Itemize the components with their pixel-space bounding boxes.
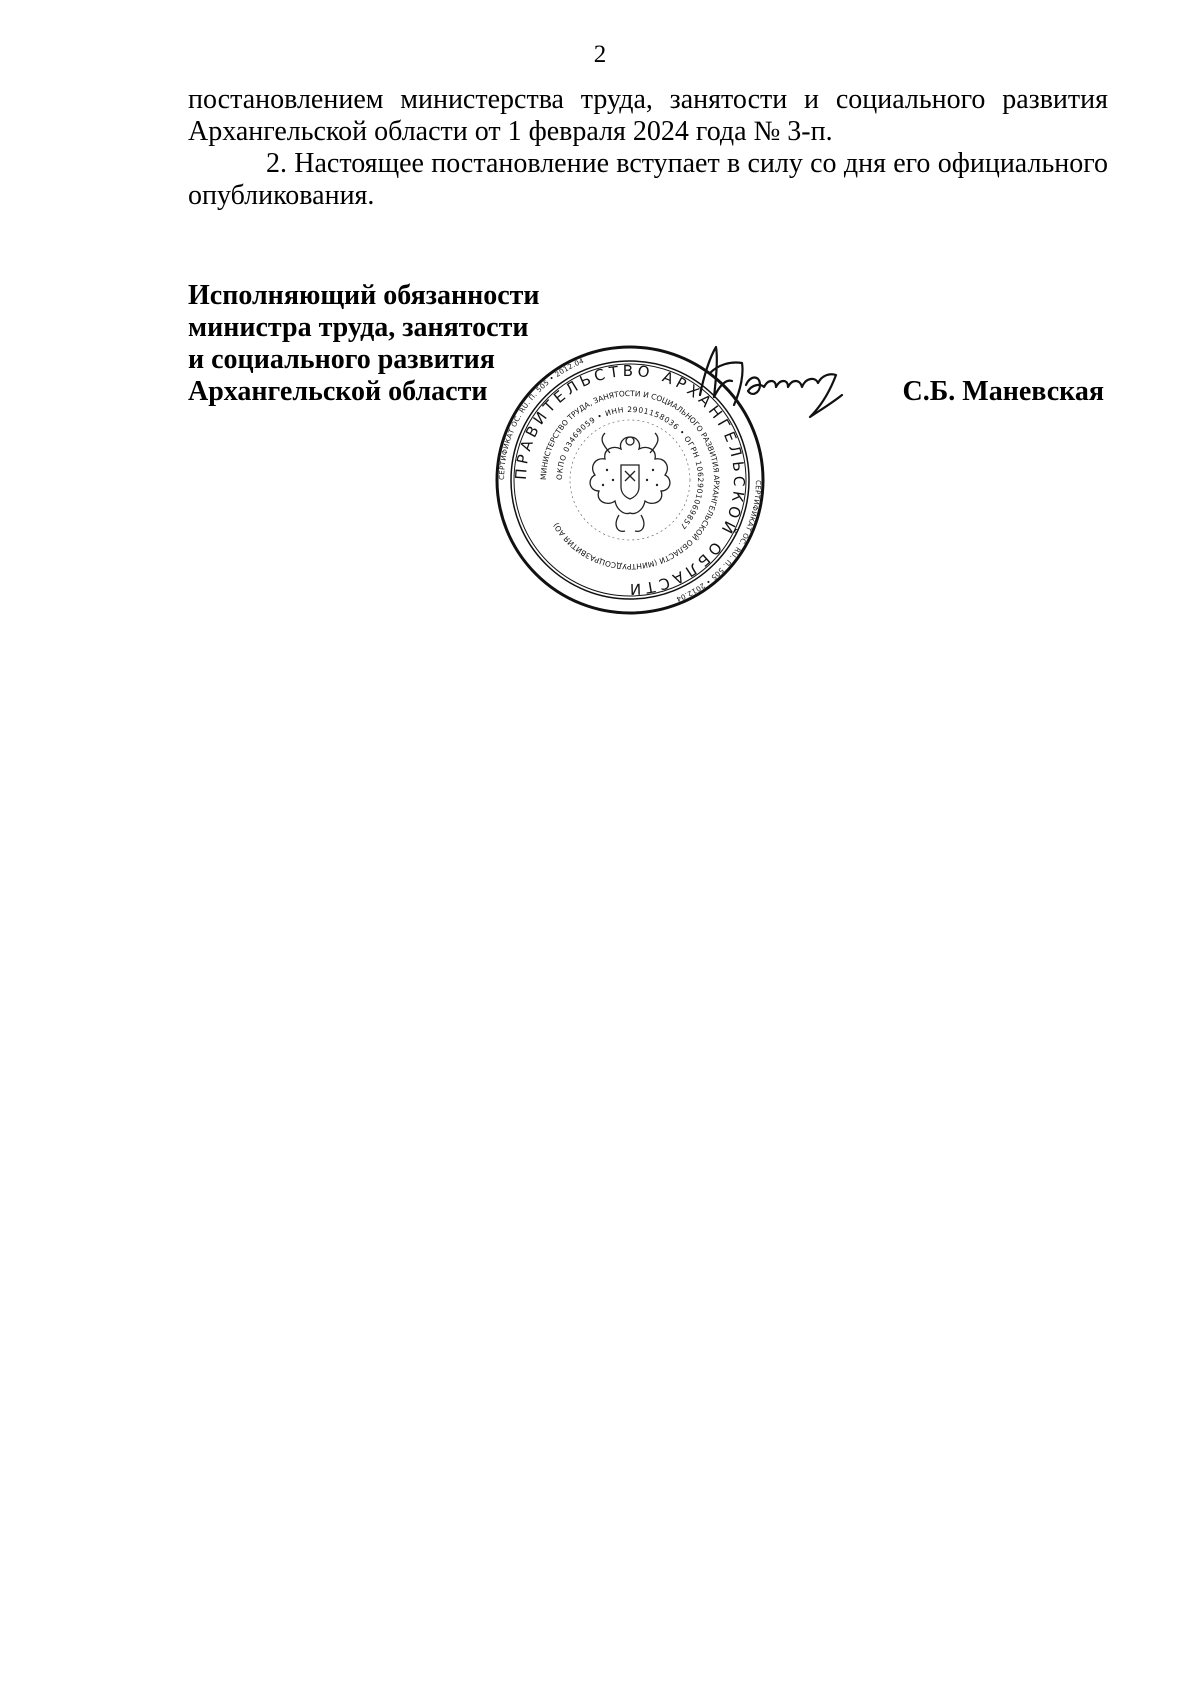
- page-number: 2: [593, 41, 607, 68]
- signer-name: С.Б. Маневская: [902, 376, 1104, 407]
- seal-middle-text: МИНИСТЕРСТВО ТРУДА, ЗАНЯТОСТИ И СОЦИАЛЬНОГО РАЗВИТИЯ АРХАНГЕЛЬСКОЙ ОБЛАСТИ (МИНТРУДСОЦРАЗВИТИЯ АО): [538, 388, 722, 572]
- paragraph-item-2: 2. Настоящее постановление вступает в силу со дня его официального опубликования.: [188, 148, 1108, 211]
- paragraph-continuation: постановлением министерства труда, занятости и социального развития Архангельской области от 1 февраля 2024 года № 3-п.: [188, 84, 1108, 147]
- signer-title-line: и социального развития: [188, 344, 495, 375]
- seal-ring-text: СЕРТИФИКАТ ОС. RU. П. 505 • 2012.04: [497, 356, 586, 481]
- signer-title-line: Исполняющий обязанности: [188, 280, 540, 311]
- coat-of-arms-emblem: [590, 433, 670, 531]
- document-body: [188, 84, 1108, 212]
- handwritten-signature: [690, 335, 850, 430]
- svg-text:СЕРТИФИКАТ ОС. RU. П. 505 • 20: СЕРТИФИКАТ ОС. RU. П. 505 • 2012.04: [674, 479, 763, 604]
- signer-title-line: Архангельской области: [188, 376, 488, 407]
- seal-inner-text: ОКПО 03469059 • ИНН 2901158036 • ОГРН 1062901069857: [554, 404, 706, 532]
- seal-outer-text: ПРАВИТЕЛЬСТВО АРХАНГЕЛЬСКОЙ ОБЛАСТИ: [511, 361, 749, 599]
- signer-title-line: министра труда, занятости: [188, 312, 529, 343]
- signer-title: [188, 280, 540, 408]
